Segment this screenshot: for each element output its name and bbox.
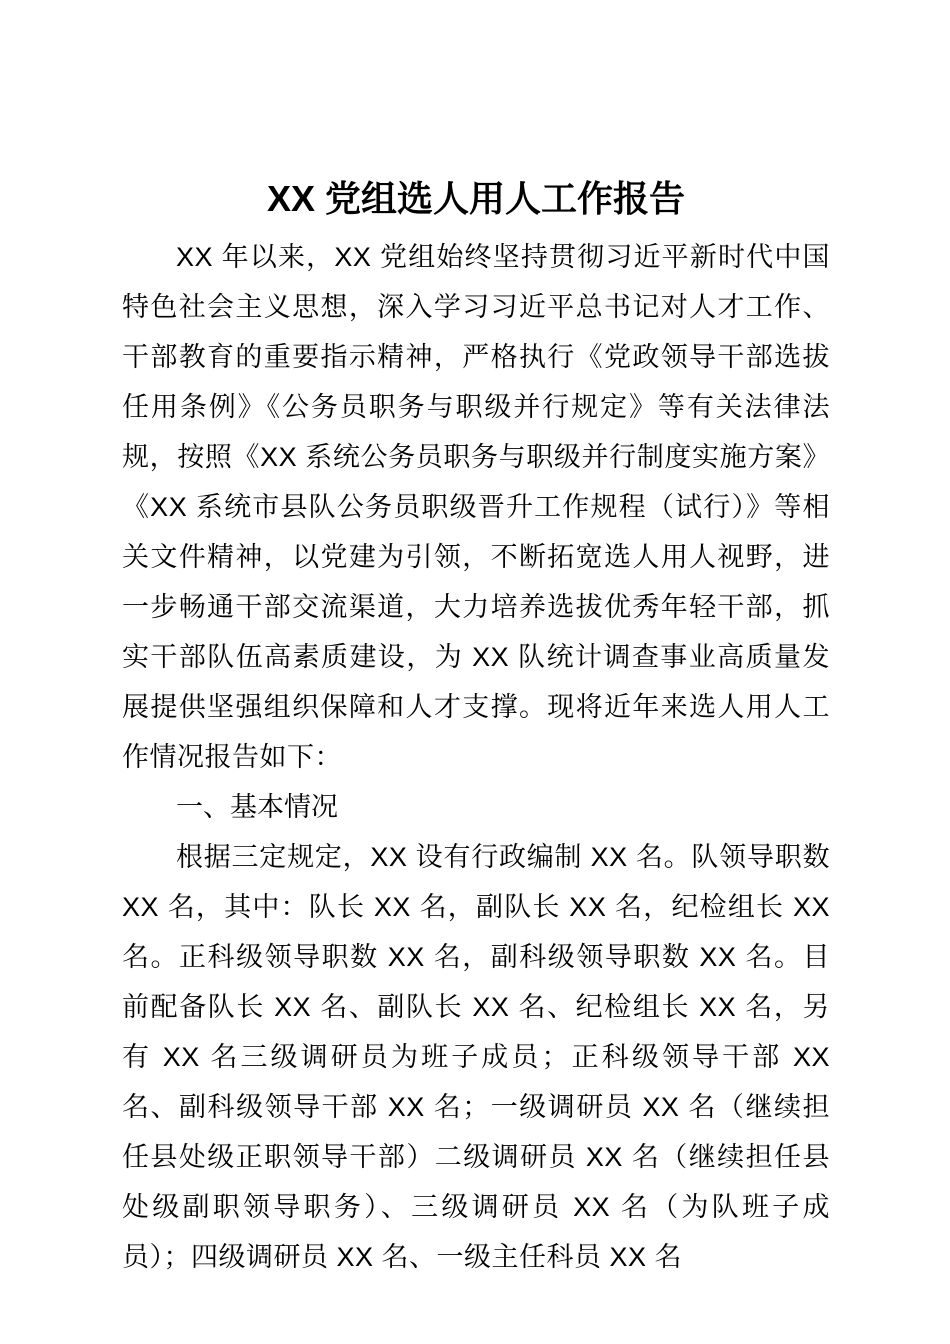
- section-heading-basic-situation: 一、基本情况: [176, 792, 338, 822]
- document-title: [122, 172, 830, 226]
- paragraph-intro: XX 年以来，XX 党组始终坚持贯彻习近平新时代中国特色社会主义思想，深入学习习近平总书记对人才工作、干部教育的重要指示精神，严格执行《党政领导干部选拔任用条例》《公务员职务与职级并行规定》等有关法律法规，按照《XX 系统公务员职务与职级并行制度实施方案》《XX 系统市县队公务员职级晋升工作规程（试行）》等相关文件精神，以党建为引领，不断拓宽选人用人视野，进一步畅通干部交流渠道，大力培养选拔优秀年轻干部，抓实干部队伍高素质建设，为 XX 队统计调查事业高质量发展提供坚强组织保障和人才支撑。现将近年来选人用人工作情况报告如下：: [122, 242, 830, 772]
- paragraph-basic-situation: 根据三定规定，XX 设有行政编制 XX 名。队领导职数 XX 名，其中：队长 XX 名，副队长 XX 名，纪检组长 XX 名。正科级领导职数 XX 名，副科级领导职数 XX 名。目前配备队长 XX 名、副队长 XX 名、纪检组长 XX 名，另有 XX 名三级调研员为班子成员；正科级领导干部 XX 名、副科级领导干部 XX 名；一级调研员 XX 名（继续担任县处级正职领导干部）二级调研员 XX 名（继续担任县处级副职领导职务）、三级调研员 XX 名（为队班子成员）；四级调研员 XX 名、一级主任科员 XX 名: [122, 842, 830, 1272]
- document-title-text: XX 党组选人用人工作报告: [266, 178, 686, 219]
